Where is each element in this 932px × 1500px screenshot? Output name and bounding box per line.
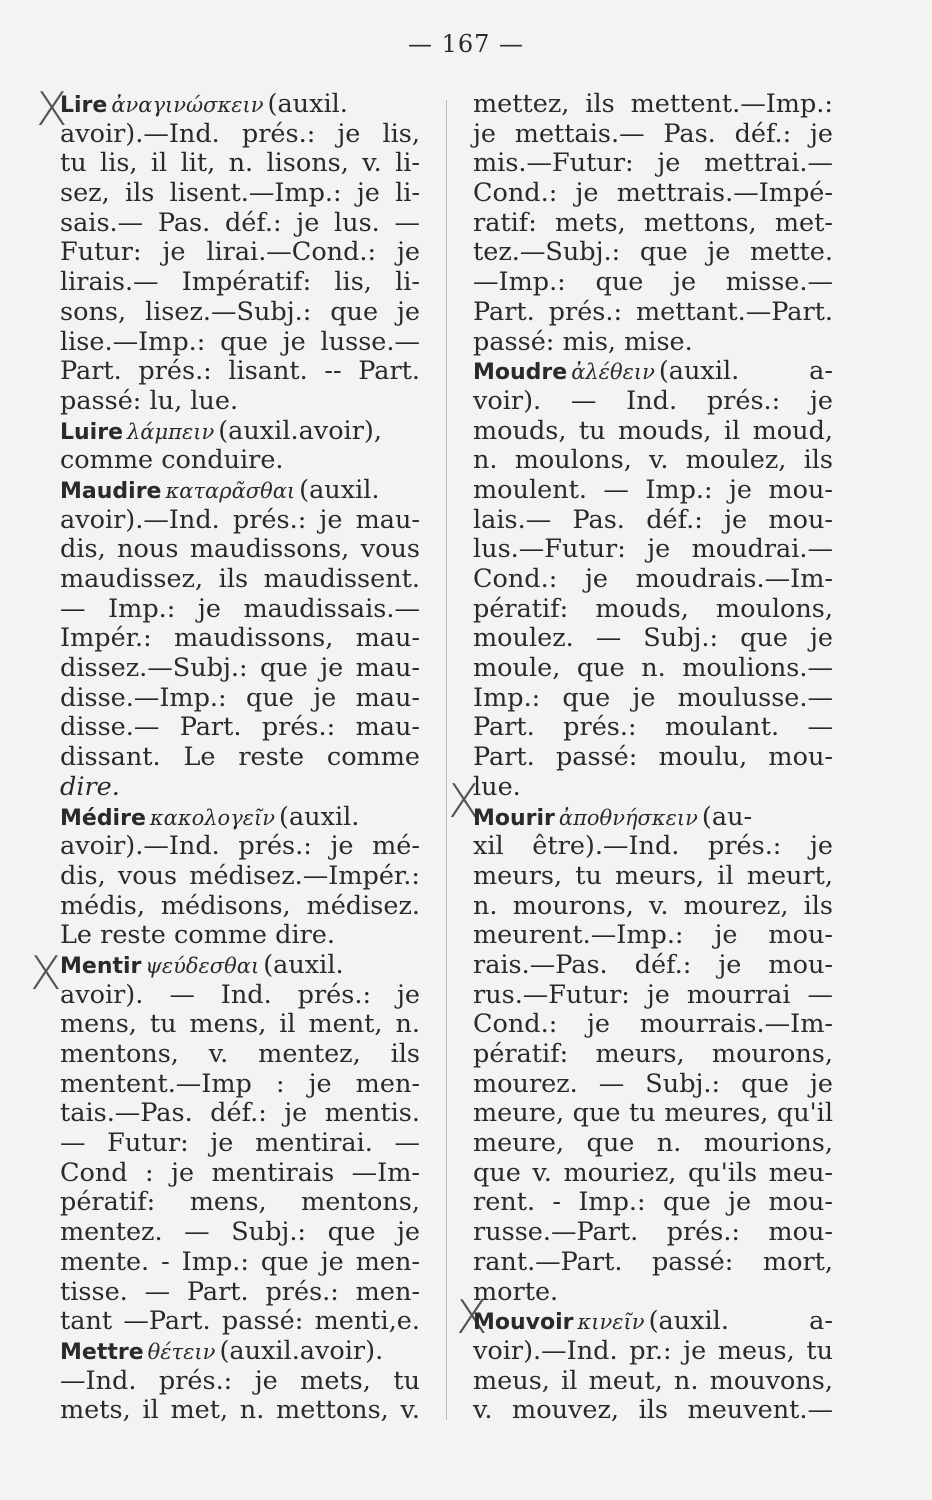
- entry-line: lise.—Imp.: que je lusse.—: [60, 326, 420, 357]
- entry-line: meus, il meut, n. mouvons,: [473, 1365, 833, 1396]
- entry-line: lue.: [473, 771, 521, 802]
- entry-line: avoir).—Ind. prés.: je lis,: [60, 118, 420, 149]
- entry-line: tu lis, il lit, n. lisons, v. li-: [60, 148, 420, 179]
- entry-line: meure, que n. mourions,: [473, 1128, 833, 1159]
- entry-line: Part. prés.: lisant. -- Part.: [60, 356, 420, 387]
- entry-line: pératif: mouds, moulons,: [473, 593, 833, 624]
- headword: Mouvoir: [473, 1310, 574, 1336]
- entry-line: mouds, tu mouds, il moud,: [473, 415, 833, 446]
- entry-line: pératif: mens, mentons,: [60, 1187, 420, 1218]
- entry-line: avoir). — Ind. prés.: je: [60, 979, 420, 1010]
- entry-line: tant —Part. passé: menti,e.: [60, 1306, 420, 1337]
- entry-line: moulez. — Subj.: que je: [473, 623, 833, 654]
- entry-line: comme conduire.: [60, 445, 284, 476]
- entry-line: rent. - Imp.: que je mou-: [473, 1187, 833, 1218]
- entry-line: n. mourons, v. mourez, ils: [473, 890, 833, 921]
- entry-line: sais.— Pas. déf.: je lus. —: [60, 207, 420, 238]
- entry-mourir: [473, 803, 833, 1308]
- entry-line: rant.—Part. passé: mort,: [473, 1246, 833, 1277]
- entry-line: moulent. — Imp.: je mou-: [473, 474, 833, 505]
- entry-mouvoir: [473, 1307, 833, 1426]
- entry-line: Le reste comme dire.: [60, 920, 335, 951]
- entry-luire: [60, 417, 420, 476]
- pencil-mark-mouvoir: X: [456, 1290, 488, 1344]
- entry-line: (auxil. a-: [648, 1306, 833, 1337]
- entry-line: dire.: [60, 771, 120, 802]
- headword: Mourir: [473, 805, 555, 831]
- entry-lire: [60, 90, 420, 417]
- entry-line: Futur: je lirai.—Cond.: je: [60, 237, 420, 268]
- entry-line: lais.— Pas. déf.: je mou-: [473, 504, 833, 535]
- entry-line: — Futur: je mentirai. —: [60, 1128, 420, 1159]
- entry-line: Cond.: je moudrais.—Im-: [473, 564, 833, 594]
- entry-line: dis, vous médisez.—Impér.:: [60, 860, 420, 891]
- greek-gloss: ἀλέθειν: [571, 360, 655, 385]
- greek-gloss: ἀναγινώσκειν: [111, 93, 264, 117]
- column-divider: [446, 100, 447, 1420]
- greek-gloss: καταρᾶσθαι: [165, 478, 296, 503]
- entry-line: mente. - Imp.: que je men-: [60, 1246, 420, 1277]
- entry-line: voir).—Ind. pr.: je meus, tu: [473, 1335, 833, 1366]
- greek-gloss: κακολογεῖν: [149, 805, 276, 830]
- entry-line: Cond : je mentirais —Im-: [60, 1157, 420, 1188]
- entry-line: (auxil.avoir),: [218, 415, 382, 446]
- entry-line: (auxil. a-: [658, 356, 833, 387]
- entry-line: —Ind. prés.: je mets, tu: [60, 1365, 420, 1396]
- entry-line: tez.—Subj.: que je mette.: [473, 237, 833, 268]
- entry-line: Part. prés.: moulant. —: [473, 712, 833, 743]
- entry-line: (auxil.: [263, 949, 344, 980]
- entry-line: avoir).—Ind. prés.: je mé-: [60, 831, 420, 862]
- entry-line: pératif: meurs, mourons,: [473, 1039, 833, 1069]
- entry-line: mets, il met, n. mettons, v.: [60, 1395, 420, 1426]
- entry-line: mentons, v. mentez, ils: [60, 1039, 420, 1069]
- entry-line: lirais.— Impératif: lis, li-: [60, 267, 420, 298]
- entry-line: dissant. Le reste comme: [60, 742, 420, 773]
- entry-line: maudissez, ils maudissent.: [60, 564, 420, 594]
- entry-mettre-continued: [473, 90, 833, 357]
- entry-line: sez, ils lisent.—Imp.: je li-: [60, 178, 420, 209]
- entry-line: disse.— Part. prés.: mau-: [60, 712, 420, 743]
- entry-line: morte.: [473, 1276, 559, 1307]
- entry-line: v. mouvez, ils meuvent.—: [473, 1395, 833, 1426]
- entry-line: Cond.: je mourrais.—Im-: [473, 1009, 833, 1040]
- entry-line: voir). — Ind. prés.: je: [473, 385, 833, 416]
- greek-gloss: ψεύδεσθαι: [145, 953, 260, 978]
- entry-line: mens, tu mens, il ment, n.: [60, 1009, 420, 1040]
- headword: Mettre: [60, 1339, 144, 1365]
- entry-line: (au-: [701, 801, 753, 832]
- entry-line: tisse. — Part. prés.: men-: [60, 1276, 420, 1307]
- greek-gloss: λάμπειν: [127, 419, 215, 444]
- entry-line: (auxil.: [267, 89, 348, 119]
- entry-line: — Imp.: je maudissais.—: [60, 593, 420, 624]
- pencil-mark-mourir: X: [448, 774, 480, 828]
- entry-line: xil être).—Ind. prés.: je: [473, 831, 833, 862]
- entry-line: mentez. — Subj.: que je: [60, 1217, 420, 1248]
- page-number: — 167 —: [407, 30, 525, 58]
- pencil-mark-mentir: X: [30, 946, 62, 1000]
- left-column: [60, 90, 420, 1426]
- entry-line: sons, lisez.—Subj.: que je: [60, 296, 420, 327]
- headword: Maudire: [60, 478, 162, 504]
- right-column: [473, 90, 833, 1426]
- entry-line: que v. mouriez, qu'ils meu-: [473, 1157, 833, 1188]
- headword: Mentir: [60, 953, 142, 979]
- entry-line: passé: mis, mise.: [473, 326, 693, 357]
- entry-line: disse.—Imp.: que je mau-: [60, 682, 420, 713]
- entry-line: Impér.: maudissons, mau-: [60, 623, 420, 654]
- entry-line: (auxil.: [279, 801, 360, 832]
- entry-line: rais.—Pas. déf.: je mou-: [473, 949, 833, 980]
- entry-line: mettez, ils mettent.—Imp.:: [473, 89, 833, 119]
- entry-line: rus.—Futur: je mourrai —: [473, 979, 833, 1010]
- entry-line: Part. passé: moulu, mou-: [473, 742, 833, 773]
- entry-line: russe.—Part. prés.: mou-: [473, 1217, 833, 1248]
- pencil-mark-lire: X: [36, 82, 68, 136]
- entry-line: (auxil.: [299, 474, 380, 505]
- entry-mettre: [60, 1337, 420, 1426]
- entry-line: —Imp.: que je misse.—: [473, 267, 833, 298]
- entry-line: passé: lu, lue.: [60, 385, 239, 416]
- entry-line: meurs, tu meurs, il meurt,: [473, 860, 833, 891]
- entry-line: dissez.—Subj.: que je mau-: [60, 653, 420, 684]
- headword: Médire: [60, 805, 146, 831]
- headword: Moudre: [473, 360, 568, 386]
- greek-gloss: ἀποθνήσκειν: [558, 805, 698, 830]
- entry-line: meurent.—Imp.: je mou-: [473, 920, 833, 951]
- entry-line: Part. prés.: mettant.—Part.: [473, 296, 833, 327]
- entry-line: je mettais.— Pas. déf.: je: [473, 118, 833, 149]
- entry-medire: [60, 803, 420, 951]
- entry-line: dis, nous maudissons, vous: [60, 534, 420, 565]
- entry-maudire: [60, 476, 420, 803]
- greek-gloss: θέτειν: [147, 1339, 216, 1364]
- headword: Lire: [60, 93, 108, 118]
- greek-gloss: κινεῖν: [577, 1310, 645, 1335]
- entry-line: tais.—Pas. déf.: je mentis.: [60, 1098, 420, 1129]
- entry-line: lus.—Futur: je moudrai.—: [473, 534, 833, 565]
- entry-moudre: [473, 357, 833, 802]
- entry-line: mourez. — Subj.: que je: [473, 1068, 833, 1099]
- entry-line: Cond.: je mettrais.—Impé-: [473, 178, 833, 209]
- entry-mentir: [60, 951, 420, 1337]
- entry-line: avoir).—Ind. prés.: je mau-: [60, 504, 420, 535]
- headword: Luire: [60, 419, 123, 445]
- entry-line: moule, que n. moulions.—: [473, 653, 833, 684]
- entry-line: (auxil.avoir).: [219, 1335, 384, 1366]
- entry-line: mentent.—Imp : je men-: [60, 1068, 420, 1099]
- entry-line: ratif: mets, mettons, met-: [473, 207, 833, 238]
- entry-line: médis, médisons, médisez.: [60, 890, 420, 921]
- entry-line: Imp.: que je moulusse.—: [473, 682, 833, 713]
- entry-line: mis.—Futur: je mettrai.—: [473, 148, 833, 179]
- entry-line: meure, que tu meures, qu'il: [473, 1098, 833, 1129]
- entry-line: n. moulons, v. moulez, ils: [473, 445, 833, 476]
